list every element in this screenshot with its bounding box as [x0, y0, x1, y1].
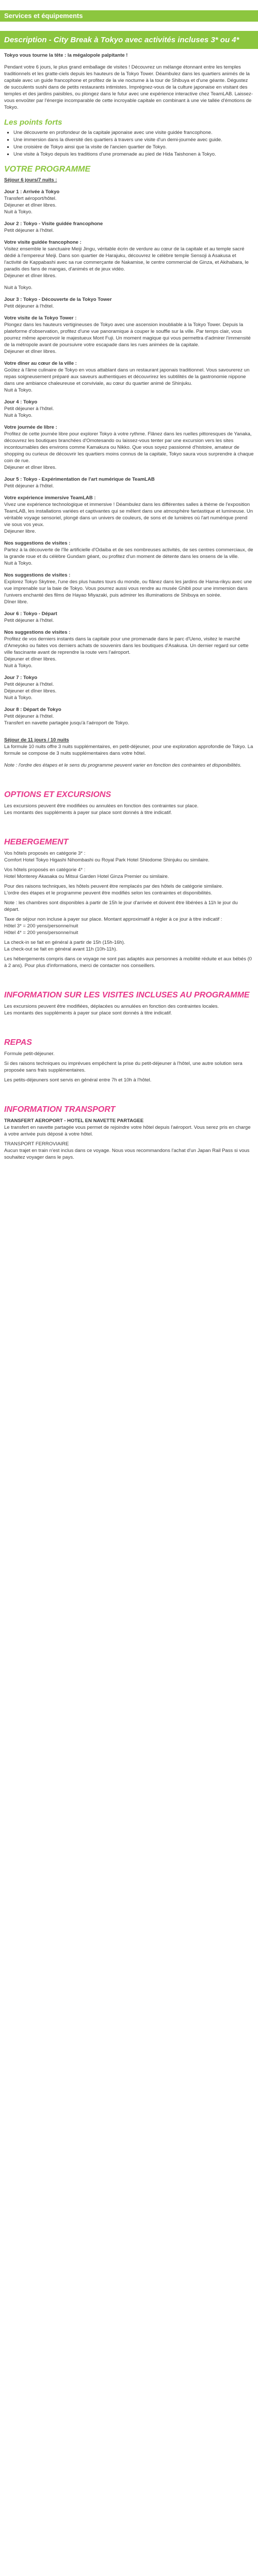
day-line: Plongez dans les hauteurs vertigineuses de Tokyo avec une ascension inoubliable à la Tokyo Tower. Depuis la plateforme d'observation, profitez d'une vue panoramique à couper le souffle sur la ville. Par temps clair, vous pourrez même apercevoir le majestueux Mont Fuji. Un moment magique qui vous permettra d'admirer l'immensité de la métropole avant de poursuivre votre escapade dans les rues animées de la capitale. [4, 322, 251, 348]
points-item: ▪ Une découverte en profondeur de la capitale japonaise avec une visite guidée francophone. [13, 130, 254, 136]
day-line: Nuit à Tokyo. [4, 387, 33, 393]
day-title: Nos suggestions de visites : [4, 540, 71, 546]
programme-note: Note : l'ordre des étapes et le sens du programme peuvent varier en fonction des contraintes et disponibilités. [4, 762, 242, 768]
programme-subtitle: Séjour 6 jours/7 nuits : [4, 177, 57, 183]
options-line: Les excursions peuvent être modifiées ou annulées en fonction des contraintes sur place. [4, 803, 199, 809]
hebergement-line: Hôtel 4* = 200 yens/personne/nuit [4, 930, 78, 936]
intro-paragraph: Pendant votre 6 jours, le plus grand emballage de visites ! Découvrez un mélange étonnant entre les temples traditionnels et les gratte-ciels depuis les hauteurs de la Tokyo Tower. Déambulez dans les quartiers animés de la capitale avec un guide francophone et profitez de la vie nocturne à la tour de Shibuya et d'une géante. Dégustez de succulents sushi dans de petits restaurants intimistes. Imprégnez-vous de la culture japonaise en visitant des temples et des jardins paisibles, ou plongez dans le futur avec une expérience interactive chez TeamLAB. Laissez-vous envoûter par l'énergie incomparable de cette incroyable capitale en combinant à une vie tallée d'émotions de Tokyo. [4, 64, 253, 110]
day-line: Petit déjeuner à l'hôtel. [4, 228, 54, 233]
transport-title: INFORMATION TRANSPORT [4, 1105, 116, 1114]
programme-day [4, 572, 254, 611]
day-line: Déjeuner et dîner libres. [4, 349, 57, 354]
options-title: OPTIONS ET EXCURSIONS [4, 790, 111, 799]
programme-day [4, 424, 254, 476]
day-line: Explorez Tokyo Skytree, l'une des plus hautes tours du monde, ou flânez dans les jardins de Hama-rikyu avec une vue imprenable sur la baie de Tokyo. Vous pourrez aussi vous rendre au musée Ghibli pour une immersion dans l'univers enchanté des films de Hayao Miyazaki, puis admirer les illuminations de Shibuya en soirée. [4, 579, 252, 598]
programme-title: VOTRE PROGRAMME [4, 165, 91, 174]
visites-title: INFORMATION SUR LES VISITES INCLUSES AU PROGRAMME [4, 991, 250, 999]
day-line: Transfert aéroport/hôtel. [4, 196, 57, 201]
services-banner: Services et équipements [0, 10, 258, 22]
programme-day [4, 221, 254, 239]
intro-lead: Tokyo vous tourne la tête : la mégalopole palpitante ! [4, 53, 128, 58]
day-title: Jour 7 : Tokyo [4, 675, 38, 681]
day-line: Nuit à Tokyo. [4, 413, 33, 418]
day-line: Petit déjeuner à l'hôtel. [4, 618, 54, 623]
programme-day [4, 284, 254, 296]
points-item: ▪ Une visite à Tokyo depuis les traditions d'une promenade au pied de Hida Taishonen à Tokyo. [13, 151, 254, 158]
hebergement-line: Taxe de séjour non incluse à payer sur place. Montant approximatif à régler à ce jour à titre indicatif : [4, 917, 222, 922]
day-line: Visitez ensemble le sanctuaire Meiji Jingu, véritable écrin de verdure au cœur de la capitale et au temple sacré dédié à l'empereur Meiji. Dans son quartier de Harajuku, découvrez le célèbre temple Sensoji à Asakusa et l'activité de Kappabashi avec sa rue commerçante de Nakamise, le centre commercial de Ginza, et Akihabara, le paradis des fans de mangas, d'animés et de jeux vidéo. [4, 246, 249, 272]
programme-day [4, 629, 254, 674]
transport-subtitle: TRANSFERT AEROPORT - HOTEL EN NAVETTE PARTAGEE [4, 1118, 144, 1124]
repas-title: REPAS [4, 1038, 32, 1047]
day-line: Vivez une expérience technologique et immersive ! Déambulez dans les différentes salles à thème de l'exposition TeamLAB, les installations variées et captivantes qui se mêlent dans une atmosphère fantastique et lumineuse. Un véritable voyage sensoriel, plongé dans un univers de couleurs, de sons et de lumières où l'art numérique prend vie sous vos yeux. [4, 502, 253, 528]
hebergement-line: Note : les chambres sont disponibles à partir de 15h le jour d'arrivée et doivent être libérées à 11h le jour du départ. [4, 900, 238, 912]
day-title: Votre dîner au cœur de la ville : [4, 361, 77, 366]
transport-text [4, 1124, 254, 1161]
page [0, 10, 258, 1161]
programme-day [4, 476, 254, 495]
day-line: Petit déjeuner à l'hôtel. [4, 483, 54, 489]
day-line: Petit déjeuner à l'hôtel. [4, 714, 54, 719]
day-line: Profitez de cette journée libre pour explorer Tokyo à votre rythme. Flânez dans les ruelles pittoresques de Yanaka, découvrez les boutiques branchées d'Omotesando ou laissez-vous tenter par une excursion vers les sites incontournables des environs comme Kamakura ou Nikko. Que vous soyez passionné d'histoire, amateur de shopping ou curieux de découvrir les quartiers moins connus de la capitale, Tokyo saura vous surprendre à chaque coin de rue. [4, 431, 254, 464]
programme-days [4, 189, 254, 732]
programme-day [4, 674, 254, 706]
day-line: Nuit à Tokyo. [4, 285, 33, 291]
day-title: Votre journée de libre : [4, 425, 57, 430]
programme-day [4, 540, 254, 572]
day-line: Profitez de vos derniers instants dans la capitale pour une promenade dans le parc d'Ueno, visitez le marché d'Ameyoko ou faites vos derniers achats de souvenirs dans les boutiques d'Asakusa. Un dernier regard sur cette ville fascinante avant de reprendre la route vers l'aéroport. [4, 636, 249, 655]
hebergement-line: Comfort Hotel Tokyo Higashi Nihombashi ou Royal Park Hotel Shiodome Shinjuku ou similaire. [4, 857, 209, 863]
programme-day [4, 315, 254, 360]
programme-day [4, 706, 254, 732]
day-title: Jour 4 : Tokyo [4, 399, 38, 405]
day-title: Votre visite guidée francophone : [4, 240, 82, 245]
visites-line: Les excursions peuvent être modifiées, déplacées ou annulées en fonction des contraintes locales. [4, 1004, 219, 1009]
visites-text [4, 1003, 254, 1016]
day-title: Nos suggestions de visites : [4, 630, 71, 635]
options-line: Les montants des suppléments à payer sur place sont donnés à titre indicatif. [4, 810, 172, 816]
visites-line: Les montants des suppléments à payer sur place sont donnés à titre indicatif. [4, 1010, 172, 1016]
hebergement-line: Vos hôtels proposés en catégorie 4* : [4, 867, 86, 873]
hebergement-text [4, 850, 254, 969]
points-title: Les points forts [4, 118, 62, 127]
hebergement-line: La check-out se fait en général avant 11h (10h-11h). [4, 946, 118, 952]
programme-day [4, 296, 254, 315]
day-title: Jour 6 : Tokyo - Départ [4, 611, 57, 617]
main-content [0, 49, 258, 1161]
hebergement-line: Vos hôtels proposés en catégorie 3* : [4, 851, 86, 856]
day-line: Déjeuner et dîner libres. [4, 273, 57, 279]
transport-line: Le transfert en navette partagée vous permet de rejoindre votre hôtel depuis l'aéroport. Vous serez pris en charge à votre arrivée puis déposé à votre hôtel. [4, 1125, 251, 1137]
programme-day [4, 239, 254, 284]
day-line: Déjeuner et dîner libres. [4, 202, 57, 208]
day-line: Déjeuner et dîner libres. [4, 656, 57, 662]
points-item: ▪ Une croisière de Tokyo ainsi que la visite de l'ancien quartier de Tokyo. [13, 144, 254, 150]
hebergement-line: La check-in se fait en général à partir de 15h (15h-16h). [4, 940, 125, 945]
day-line: Nuit à Tokyo. [4, 561, 33, 566]
programme-day [4, 399, 254, 424]
repas-line: Formule petit-déjeuner. [4, 1051, 55, 1057]
transport-line: Aucun trajet en train n'est inclus dans ce voyage. Nous vous recommandons l'achat d'un Japan Rail Pass si vous souhaitez voyager dans le pays. [4, 1148, 250, 1160]
day-line: Transfert en navette partagée jusqu'à l'aéroport de Tokyo. [4, 720, 130, 726]
hebergement-line: L'ordre des étapes et le programme peuvent être modifiés selon les contraintes et disponibilités. [4, 890, 213, 896]
day-line: Petit déjeuner à l'hôtel. [4, 682, 54, 687]
hebergement-line: Hotel Monterey Akasaka ou Mitsui Garden Hotel Ginza Premier ou similaire. [4, 874, 169, 879]
day-line: Petit déjeuner à l'hôtel. [4, 406, 54, 412]
options-text [4, 803, 254, 816]
day-title: Nos suggestions de visites : [4, 572, 71, 578]
programme-day [4, 189, 254, 221]
day-line: Nuit à Tokyo. [4, 663, 33, 669]
programme-day [4, 360, 254, 399]
hebergement-line: Pour des raisons techniques, les hôtels peuvent être remplacés par des hôtels de catégorie similaire. [4, 884, 223, 889]
points-item: ▪ Une immersion dans la diversité des quartiers à travers une visite d'un demi-journée avec guide. [13, 137, 254, 143]
day-title: Votre expérience immersive TeamLAB : [4, 495, 96, 501]
day-line: Petit déjeuner à l'hôtel. [4, 303, 54, 309]
day-title: Jour 8 : Départ de Tokyo [4, 707, 61, 713]
hebergement-line: Les hébergements compris dans ce voyage ne sont pas adaptés aux personnes à mobilité réduite et aux bébés (0 à 2 ans). Pour plus d'informations, merci de contacter nos conseillers. [4, 956, 252, 969]
day-title: Jour 2 : Tokyo - Visite guidée francophone [4, 221, 103, 227]
repas-line: Les petits-déjeuners sont servis en général entre 7h et 10h à l'hôtel. [4, 1077, 152, 1083]
transport-line: TRANSPORT FERROVIAIRE [4, 1141, 69, 1147]
repas-text [4, 1050, 254, 1083]
hebergement-line: Hôtel 3* = 200 yens/personne/nuit [4, 923, 78, 929]
day-line: Partez à la découverte de l'île artificielle d'Odaiba et de ses nombreuses activités, de ses centres commerciaux, de la grande roue et du célèbre Gundam géant, ou profitez d'un moment de détente dans les onsens de la ville. [4, 547, 253, 560]
day-title: Jour 5 : Tokyo - Expérimentation de l'art numérique de TeamLAB [4, 477, 155, 482]
day-line: Dîner libre. [4, 599, 28, 605]
day-line: Déjeuner et dîner libres. [4, 465, 57, 470]
day-line: Goûtez à l'âme culinaire de Tokyo en vous attablant dans un restaurant japonais traditionnel. Vous savourerez un repas soigneusement préparé aux saveurs authentiques et découvrirez les subtilités de la gastronomie nippone dans une ambiance chaleureuse et conviviale, au cœur du quartier animé de Shinjuku. [4, 367, 250, 386]
day-line: Nuit à Tokyo. [4, 209, 33, 215]
day-title: Jour 1 : Arrivée à Tokyo [4, 189, 60, 195]
day-line: Nuit à Tokyo. [4, 695, 33, 701]
extra-stay-title: Séjour de 11 jours / 10 nuits [4, 737, 69, 743]
extra-stay-text: La formule 10 nuits offre 3 nuits supplémentaires, en petit-déjeuner, pour une exploration approfondie de Tokyo. La formule se compose de 3 nuits supplémentaires dans votre hôtel. [4, 744, 253, 756]
day-title: Votre visite de la Tokyo Tower : [4, 315, 77, 321]
programme-day [4, 611, 254, 629]
day-title: Jour 3 : Tokyo - Découverte de la Tokyo Tower [4, 297, 112, 302]
day-line: Déjeuner libre. [4, 529, 36, 534]
points-list [4, 130, 254, 158]
programme-day [4, 495, 254, 540]
repas-line: Si des raisons techniques ou imprévues empêchent la prise du petit-déjeuner à l'hôtel, une autre solution sera proposée sans frais supplémentaires. [4, 1061, 243, 1073]
day-line: Déjeuner et dîner libres. [4, 688, 57, 694]
hebergement-title: HEBERGEMENT [4, 838, 69, 846]
description-banner: Description - City Break à Tokyo avec activités incluses 3* ou 4* [0, 31, 258, 49]
